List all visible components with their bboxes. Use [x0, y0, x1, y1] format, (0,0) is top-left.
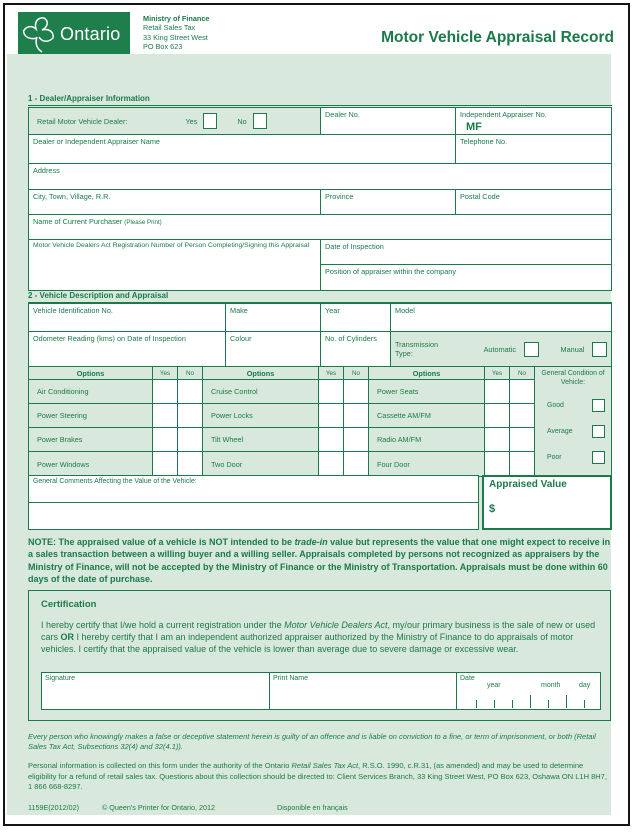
section2-heading: 2 - Vehicle Description and Appraisal: [28, 291, 612, 303]
dealer-no-field[interactable]: [321, 108, 456, 134]
manual-checkbox[interactable]: [592, 342, 607, 357]
inspection-date-label: Date of Inspection: [325, 242, 384, 251]
ontario-logo: [18, 12, 130, 57]
options-header-2: Options: [203, 367, 319, 380]
date-tick: [584, 700, 585, 708]
appraised-value-field[interactable]: [482, 475, 612, 530]
condition-average-label: Average: [547, 428, 573, 436]
french-availability: Disponible en français: [277, 803, 348, 812]
option-yes-cell[interactable]: [319, 428, 344, 452]
yes-header-2: Yes: [319, 367, 344, 380]
option-label: Cassette AM/FM: [369, 404, 485, 428]
cert-text: I hereby certify that I/we hold a current registration under the: [41, 620, 285, 630]
appraiser-name-label: Dealer or Independent Appraiser Name: [33, 137, 160, 146]
option-yes-cell[interactable]: [153, 404, 178, 428]
option-label: Power Steering: [29, 404, 153, 428]
option-label: Cruise Control: [203, 380, 319, 404]
option-no-cell[interactable]: [178, 428, 203, 452]
certification-box: [28, 590, 611, 721]
manual-label: Manual: [560, 344, 585, 354]
date-group-divider: [566, 695, 567, 708]
automatic-label: Automatic: [483, 344, 517, 354]
privacy-text: Personal information is collected on this form under the authority of the Ontario: [28, 761, 292, 770]
model-field[interactable]: [391, 304, 611, 331]
option-no-cell[interactable]: [178, 404, 203, 428]
option-label: Radio AM/FM: [369, 428, 485, 452]
appraiser-position-label: Position of appraiser within the company: [325, 267, 457, 276]
colour-field[interactable]: [226, 332, 321, 366]
signature-label: Signature: [45, 675, 75, 682]
privacy-text: , R.S.O. 1990, c.R.31, (as amended) and may be used to determine eligibility for a refund of retail sales tax. Questions about this collection should be directed to: Client Services Branch, 33 King Street West, PO Box 623, Oshawa ON L1H 8H7, 1 866 668-8297.: [28, 761, 607, 792]
telephone-field[interactable]: [456, 135, 611, 163]
option-no-cell[interactable]: [178, 380, 203, 404]
options-grid: [29, 367, 611, 476]
option-no-cell[interactable]: [344, 380, 369, 404]
make-field[interactable]: [226, 304, 321, 331]
signature-field[interactable]: [41, 672, 269, 710]
note-bold-text: will not: [115, 561, 147, 572]
yes-header-3: Yes: [485, 367, 510, 380]
condition-good-label: Good: [547, 402, 564, 410]
dealer-question-label: Retail Motor Vehicle Dealer:: [37, 116, 128, 126]
cert-text: , my/our primary business is the sale of new or used cars: [41, 620, 596, 643]
false-statement-warning: Every person who knowingly makes a false or deceptive statement herein is guilty of an offence and is liable on conviction to a fine, or term of imprisonment, or both (Retail Sales Tax Act, Subsections 32(4) and 32(4.1)).: [28, 732, 596, 752]
date-group-divider: [530, 695, 531, 708]
cert-bold-text: OR: [60, 632, 75, 643]
note-text: be accepted by the Ministry of Finance or the Ministry of Transportation. Appraisals must be done within 60 days of the date of purchase.: [28, 561, 608, 585]
option-label: Air Conditioning: [29, 380, 153, 404]
general-comments-label: General Comments Affecting the Value of the Vehicle:: [33, 478, 197, 485]
no-header-1: No: [178, 367, 203, 380]
note-text: value but represents the value that one might expect to receive in a sales transaction between a willing buyer and a willing seller. Appraisals completed by persons not recognized as appraisers by the Ministry of Finance,: [28, 537, 611, 572]
odometer-field[interactable]: [29, 332, 226, 366]
street-line: 33 King Street West: [143, 32, 208, 42]
postal-code-field[interactable]: [456, 190, 611, 214]
dealer-no-field-label: Dealer No.: [325, 110, 360, 119]
city-field[interactable]: [29, 190, 321, 214]
option-yes-cell[interactable]: [485, 404, 510, 428]
purchaser-label: Name of Current Purchaser: [33, 217, 123, 226]
option-no-cell[interactable]: [344, 452, 369, 476]
page-frame: [3, 3, 630, 826]
independent-appraiser-no-field[interactable]: [456, 108, 611, 134]
option-label: Tilt Wheel: [203, 428, 319, 452]
condition-poor-label: Poor: [547, 454, 562, 462]
note-text: NOTE: The appraised value of a vehicle is NOT intended to be: [28, 537, 295, 547]
option-label: Power Windows: [29, 452, 153, 476]
condition-average-checkbox[interactable]: [592, 425, 605, 438]
no-header-2: No: [344, 367, 369, 380]
purchaser-field[interactable]: [29, 215, 611, 239]
option-label: Four Door: [369, 452, 485, 476]
odometer-label: Odometer Reading (kms) on Date of Inspection: [33, 334, 186, 343]
postal-code-label: Postal Code: [460, 192, 500, 201]
option-yes-cell[interactable]: [485, 452, 510, 476]
automatic-checkbox[interactable]: [524, 342, 539, 357]
purchaser-note: (Please Print): [124, 219, 162, 226]
condition-good-checkbox[interactable]: [592, 399, 605, 412]
date-label: Date: [460, 675, 475, 682]
pobox-line: PO Box 623: [143, 42, 183, 52]
form-number: 1159E(2012/02): [28, 803, 80, 812]
yes-header-1: Yes: [153, 367, 178, 380]
form-title: Motor Vehicle Appraisal Record: [381, 29, 614, 46]
year-label: Year: [325, 306, 340, 315]
address-label: Address: [33, 166, 60, 175]
option-yes-cell[interactable]: [319, 404, 344, 428]
vin-label: Vehicle Identification No.: [33, 306, 113, 315]
trillium-icon: [18, 14, 58, 56]
inspection-date-field[interactable]: [321, 240, 611, 265]
dealer-no-label: No: [237, 116, 247, 126]
privacy-paragraph: [28, 761, 613, 793]
date-tick: [548, 700, 549, 708]
model-label: Model: [395, 306, 415, 315]
option-label: Power Brakes: [29, 428, 153, 452]
dealer-yes-label: Yes: [185, 116, 198, 126]
options-header-3: Options: [369, 367, 485, 380]
dealer-no-checkbox[interactable]: [253, 113, 267, 129]
dollar-sign: $: [489, 503, 496, 515]
province-field[interactable]: [321, 190, 456, 214]
address-field[interactable]: [29, 164, 611, 189]
dealer-yes-checkbox[interactable]: [203, 113, 217, 129]
section1-heading: 1 - Dealer/Appraiser Information: [28, 94, 612, 106]
option-yes-cell[interactable]: [153, 452, 178, 476]
option-label: Power Seats: [369, 380, 485, 404]
colour-label: Colour: [230, 334, 252, 343]
city-label: City, Town, Village, R.R.: [33, 192, 111, 201]
division-line: Retail Sales Tax: [143, 23, 196, 33]
cert-text: I hereby certify that I am an independent authorized appraiser authorized by the Ministry of Finance to do appraisals of motor vehicles. I certify that the appraised value of the vehicle is lower than average due to severe damage or excessive wear.: [41, 632, 574, 655]
transmission-cell: [391, 332, 611, 366]
section2-table: [28, 303, 612, 477]
cylinders-label: No. of Cylinders: [325, 334, 377, 343]
options-header-1: Options: [29, 367, 153, 380]
independent-appraiser-no-label: Independent Appraiser No.: [460, 110, 547, 119]
province-label: Province: [325, 192, 354, 201]
form-body: [7, 54, 611, 815]
option-no-cell[interactable]: [510, 380, 535, 404]
option-label: Two Door: [203, 452, 319, 476]
cert-italic-text: Motor Vehicle Dealers Act: [284, 620, 388, 630]
date-day-label: day: [579, 682, 591, 689]
option-label: Power Locks: [203, 404, 319, 428]
section1-table: [28, 107, 612, 291]
option-no-cell[interactable]: [344, 404, 369, 428]
appraised-value-label: Appraised Value: [489, 479, 567, 490]
telephone-label: Telephone No.: [460, 137, 508, 146]
option-no-cell[interactable]: [344, 428, 369, 452]
certification-text: [41, 619, 598, 656]
appraiser-position-field[interactable]: [321, 265, 611, 290]
date-tick: [494, 700, 495, 708]
appraiser-name-field[interactable]: [29, 135, 456, 163]
general-comments-field[interactable]: [28, 475, 479, 530]
signature-row: [41, 672, 601, 710]
year-field[interactable]: [321, 304, 391, 331]
make-label: Make: [230, 306, 248, 315]
mvda-registration-field[interactable]: [29, 240, 321, 290]
vin-field[interactable]: [29, 304, 226, 331]
cylinders-field[interactable]: [321, 332, 391, 366]
no-header-3: No: [510, 367, 535, 380]
copyright-notice: © Queen's Printer for Ontario, 2012: [102, 803, 215, 812]
option-yes-cell[interactable]: [153, 428, 178, 452]
date-field[interactable]: [456, 672, 601, 710]
dealer-question-cell: [29, 108, 321, 134]
privacy-italic-text: Retail Sales Tax Act: [291, 761, 359, 770]
condition-cell: [535, 367, 611, 476]
date-year-label: year: [487, 682, 501, 689]
date-tick: [476, 700, 477, 708]
independent-appraiser-no-value: MF: [466, 121, 482, 133]
logo-wordmark: Ontario: [60, 24, 121, 44]
print-name-field[interactable]: [269, 672, 456, 710]
option-yes-cell[interactable]: [319, 380, 344, 404]
mvda-registration-label: Motor Vehicle Dealers Act Registration Number of Person Completing/Signing this Appraisal: [33, 242, 310, 249]
date-tick: [512, 700, 513, 708]
option-no-cell[interactable]: [510, 452, 535, 476]
note-italic-text: trade-in: [294, 537, 328, 547]
option-no-cell[interactable]: [510, 428, 535, 452]
date-month-label: month: [541, 682, 561, 689]
option-no-cell[interactable]: [178, 452, 203, 476]
certification-heading: Certification: [41, 599, 97, 610]
option-yes-cell[interactable]: [485, 380, 510, 404]
print-name-label: Print Name: [273, 675, 309, 682]
option-yes-cell[interactable]: [153, 380, 178, 404]
transmission-label: Transmission Type:: [395, 340, 439, 358]
comments-writing-line: [29, 502, 478, 503]
option-no-cell[interactable]: [510, 404, 535, 428]
note-paragraph: [28, 536, 613, 586]
condition-poor-checkbox[interactable]: [592, 451, 605, 464]
ministry-name: Ministry of Finance: [143, 14, 210, 23]
condition-heading: General Condition of Vehicle:: [541, 370, 605, 386]
option-yes-cell[interactable]: [319, 452, 344, 476]
option-yes-cell[interactable]: [485, 428, 510, 452]
